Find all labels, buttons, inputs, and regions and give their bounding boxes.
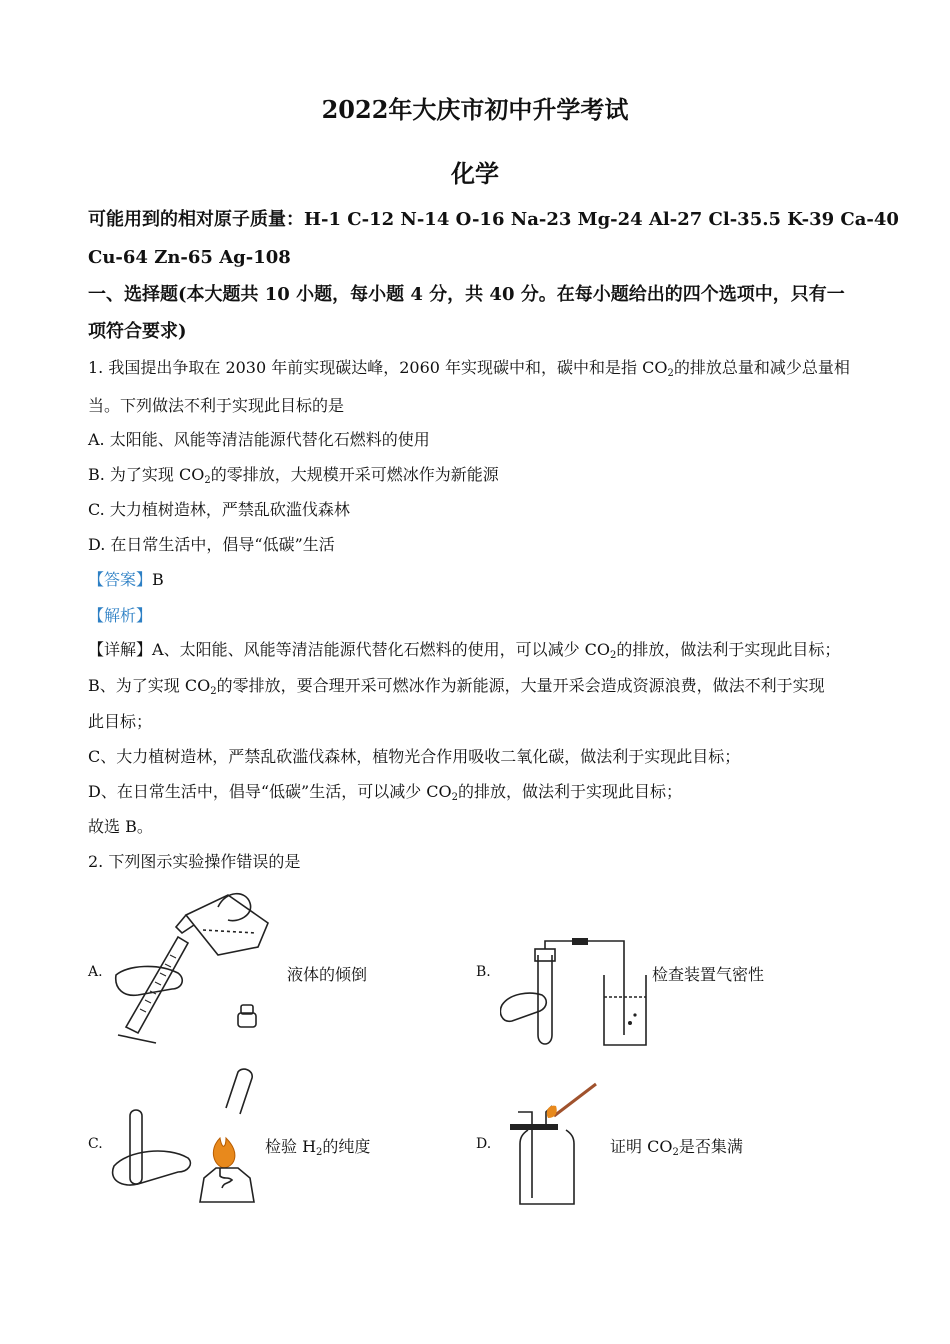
answer-label: 【答案】 — [88, 570, 153, 589]
q2-option-b-caption: 检查装置气密性 — [652, 965, 765, 984]
q2-option-d-letter: D. — [476, 1136, 492, 1152]
co2-full-check-icon — [500, 1078, 610, 1208]
q1-option-c: C. 大力植树造林，严禁乱砍滥伐森林 — [88, 500, 350, 519]
q1-option-b-text-a: B. 为了实现 CO — [88, 465, 205, 484]
subscript: 2 — [316, 1147, 323, 1158]
q1-stem-line-1 — [88, 358, 850, 378]
q1-answer — [88, 570, 164, 590]
q2-option-a-caption: 液体的倾倒 — [287, 965, 368, 984]
q1-option-a: A. 太阳能、风能等清洁能源代替化石燃料的使用 — [88, 430, 430, 449]
analysis-label: 【解析】 — [88, 606, 153, 625]
q2-option-b-letter: B. — [476, 964, 491, 980]
q2-option-c-caption — [265, 1134, 370, 1157]
section-heading-line-2: 项符合要求) — [88, 321, 187, 342]
detail-a-text-b: 的排放，做法利于实现此目标； — [616, 640, 841, 659]
atomic-masses-line-2: Cu-64 Zn-65 Ag-108 — [88, 247, 291, 268]
detail-b-text-b: 的零排放，要合理开采可燃冰作为新能源，大量开采会造成资源浪费，做法不利于实现 — [216, 676, 825, 695]
hydrogen-purity-test-icon — [108, 1068, 268, 1208]
pouring-liquid-icon — [108, 885, 283, 1050]
atomic-masses-line-1: 可能用到的相对原子质量：H-1 C-12 N-14 O-16 Na-23 Mg-24 Al-27 Cl-35.5 K-39 Ca-40 — [88, 209, 899, 230]
q2-stem: 2. 下列图示实验操作错误的是 — [88, 852, 301, 871]
q2-option-d-caption — [610, 1134, 743, 1157]
q1-stem-text-b: 的排放总量和减少总量相 — [673, 358, 850, 377]
q2-option-c-caption-b: 的纯度 — [322, 1137, 371, 1156]
q1-option-b — [88, 465, 499, 485]
detail-b-text-a: B、为了实现 CO — [88, 676, 211, 695]
q1-stem-line-2: 当。下列做法不利于实现此目标的是 — [88, 396, 345, 415]
detail-label: 【详解】 — [88, 640, 153, 659]
q1-detail-b — [88, 676, 825, 696]
q2-option-c-caption-a: 检验 H — [265, 1137, 317, 1156]
q1-stem-text-a: 1. 我国提出争取在 2030 年前实现碳达峰，2060 年实现碳中和，碳中和是指 CO — [88, 358, 668, 377]
q2-option-c-letter: C. — [88, 1136, 103, 1152]
q1-detail-a — [88, 640, 840, 660]
q2-option-d-caption-a: 证明 CO — [610, 1137, 673, 1156]
q2-option-d-caption-b: 是否集满 — [678, 1137, 743, 1156]
q1-option-d: D. 在日常生活中，倡导“低碳”生活 — [88, 535, 335, 554]
subscript: 2 — [610, 650, 617, 661]
q1-detail-b-line-2: 此目标； — [88, 712, 153, 731]
subscript: 2 — [210, 686, 217, 697]
subject-title: 化学 — [451, 159, 499, 188]
detail-a-text-a: A、太阳能、风能等清洁能源代替化石燃料的使用，可以减少 CO — [152, 640, 611, 659]
subscript: 2 — [667, 368, 674, 379]
q1-option-b-text-b: 的零排放，大规模开采可燃冰作为新能源 — [210, 465, 499, 484]
answer-value: B — [152, 570, 164, 589]
subscript: 2 — [204, 475, 211, 486]
detail-d-text-b: 的排放，做法利于实现此目标； — [458, 782, 683, 801]
detail-d-text-a: D、在日常生活中，倡导“低碳”生活，可以减少 CO — [88, 782, 452, 801]
q1-detail-d — [88, 782, 682, 802]
subscript: 2 — [451, 792, 459, 803]
q1-detail-c: C、大力植树造林，严禁乱砍滥伐森林，植物光合作用吸收二氧化碳，做法利于实现此目标； — [88, 747, 741, 766]
airtightness-check-icon — [500, 935, 650, 1050]
section-heading-line-1: 一、选择题(本大题共 10 小题，每小题 4 分，共 40 分。在每小题给出的四个选项中，只有一 — [88, 284, 845, 305]
exam-title: 2022年大庆市初中升学考试 — [321, 95, 629, 124]
q1-conclusion: 故选 B。 — [88, 817, 153, 836]
subscript: 2 — [672, 1147, 679, 1158]
q2-option-a-letter: A. — [88, 964, 103, 980]
